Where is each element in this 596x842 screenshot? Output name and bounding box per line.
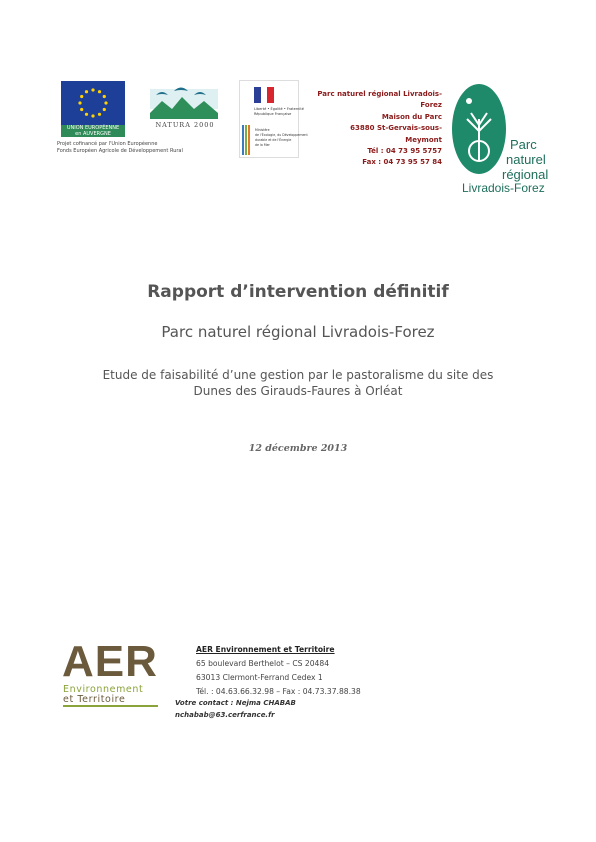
eu-band-line: UNION EUROPÉENNE xyxy=(66,125,120,131)
eu-caption xyxy=(57,141,197,155)
park-contact-line: Maison du Parc xyxy=(381,112,442,121)
aer-logo-territoire: et Territoire xyxy=(63,694,126,705)
aer-phone: Tél. : 04.63.66.32.98 – Fax : 04.73.37.88.38 xyxy=(196,687,361,696)
eu-caption-line: Fonds Européen Agricole de Développement Rural xyxy=(57,148,183,154)
park-word: Livradois-Forez xyxy=(462,181,545,195)
eu-band xyxy=(61,125,125,137)
aer-contact xyxy=(196,643,361,699)
natura-birds-icon xyxy=(148,79,220,121)
park-contact-line: Forez xyxy=(420,101,442,110)
contact-email[interactable]: nchabab@63.cerfrance.fr xyxy=(175,711,275,719)
ministry-bars-icon xyxy=(242,125,250,155)
aer-address-line: 63013 Clermont-Ferrand Cedex 1 xyxy=(196,673,323,682)
aer-company-name: AER Environnement et Territoire xyxy=(196,645,335,654)
park-contact xyxy=(306,89,442,169)
park-contact-line: Fax : 04 73 95 57 84 xyxy=(362,158,442,167)
prefecture-motto: Liberté • Égalité • Fraternité xyxy=(254,107,304,111)
prefecture-republic: République Française xyxy=(254,112,292,116)
ministry-line: durable et de l'Énergie xyxy=(255,138,292,142)
study-title xyxy=(60,367,536,399)
ministry-line: Ministère xyxy=(255,128,270,132)
eu-caption-line: Projet cofinancé par l'Union Européenne xyxy=(57,141,158,147)
aer-logo-environnement: Environnement xyxy=(63,684,144,695)
marianne-icon xyxy=(254,87,274,103)
contact-person: Votre contact : Nejma CHABAB xyxy=(175,699,296,707)
ministry-line: de l'Écologie, du Développement xyxy=(255,133,308,137)
park-word: naturel xyxy=(506,152,546,167)
eu-logo xyxy=(61,81,125,137)
park-contact-line: 63880 St-Gervais-sous- xyxy=(350,124,442,133)
eu-band-line: en AUVERGNE xyxy=(75,131,111,137)
document-date: 12 décembre 2013 xyxy=(248,443,348,454)
ministry-line: de la Mer xyxy=(255,143,270,147)
prefecture-logo xyxy=(239,80,308,158)
park-contact-line: Meymont xyxy=(405,135,442,144)
aer-logo-underline xyxy=(63,705,158,707)
natura-label: NATURA 2000 xyxy=(155,121,215,129)
park-word: Parc xyxy=(510,137,537,152)
park-word: régional xyxy=(502,167,549,182)
eu-flag-icon xyxy=(61,81,125,125)
document-title: Rapport d’intervention définitif xyxy=(147,282,449,302)
park-contact-line: Parc naturel régional Livradois- xyxy=(317,90,442,98)
study-title-line: Dunes des Girauds-Faures à Orléat xyxy=(193,384,403,398)
document-subtitle: Parc naturel régional Livradois-Forez xyxy=(161,323,435,341)
park-contact-line: Tél : 04 73 95 5757 xyxy=(367,147,442,156)
aer-logo-letters: AER xyxy=(62,637,158,686)
study-title-line: Etude de faisabilité d’une gestion par le pastoralisme du site des xyxy=(102,368,494,382)
aer-address-line: 65 boulevard Berthelot – CS 20484 xyxy=(196,659,330,668)
